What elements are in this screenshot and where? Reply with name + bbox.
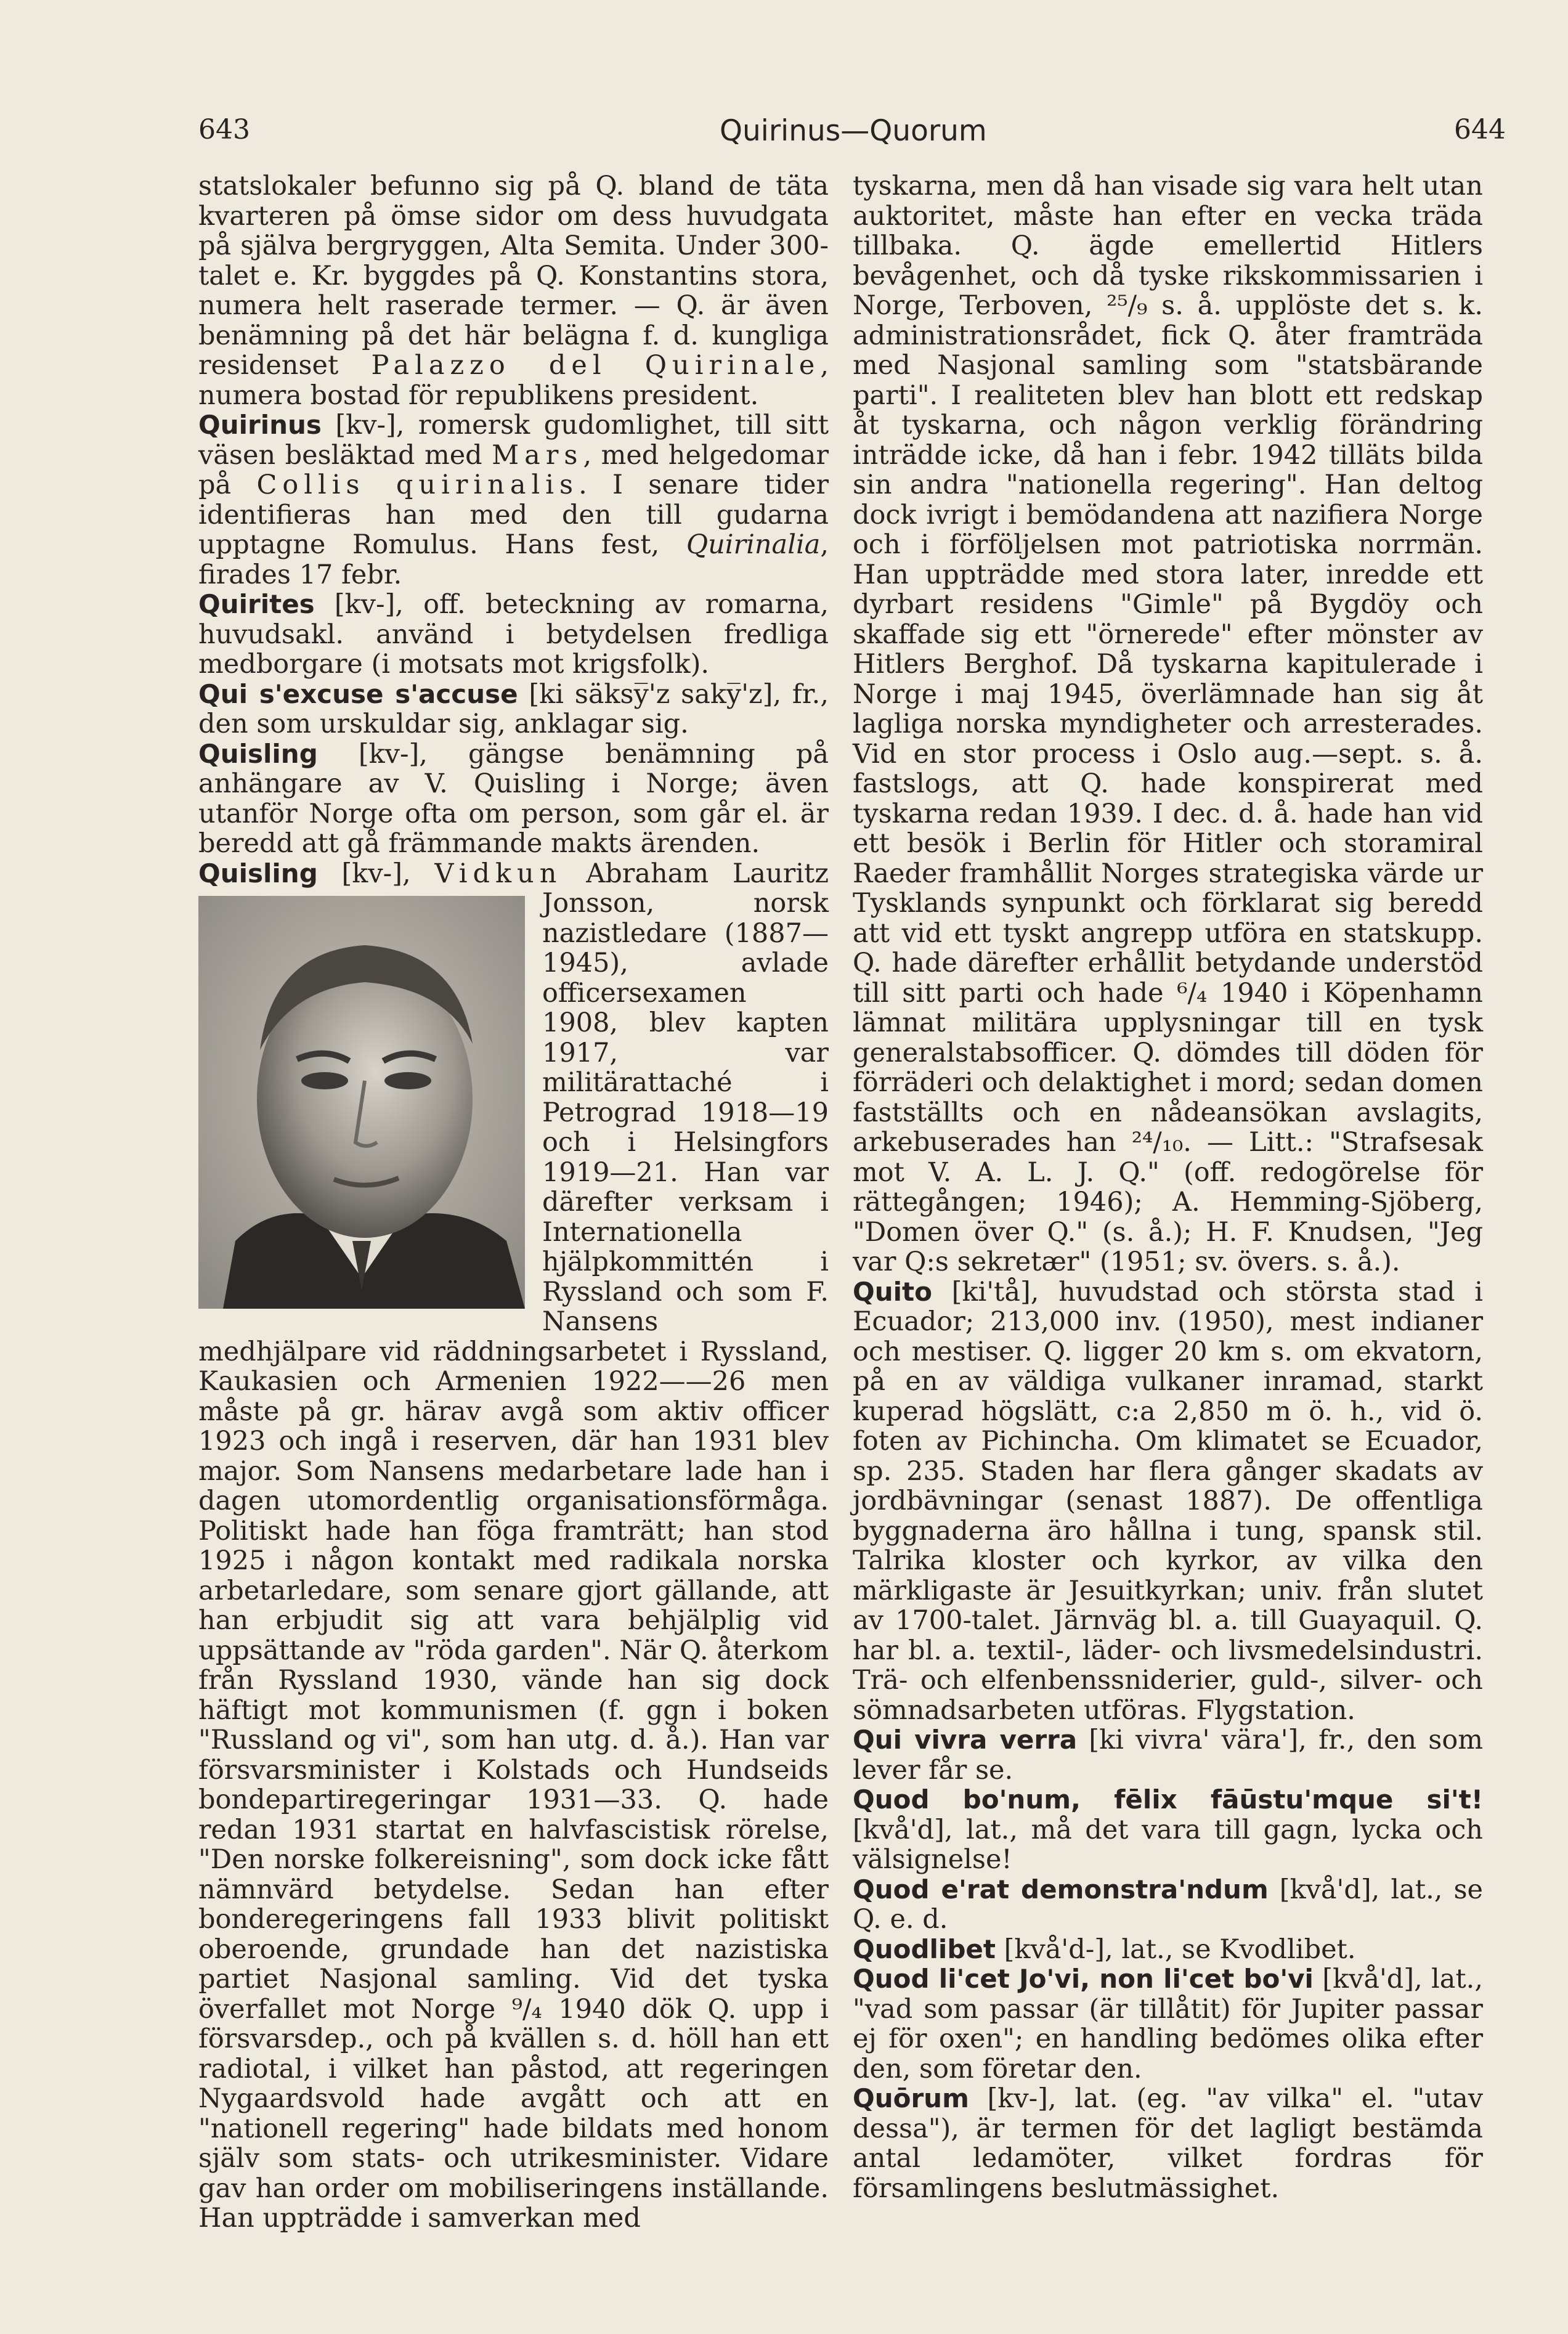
entry-continuation: statslokaler befunno sig på Q. bland de täta kvarteren på ömse sidor om dess huvudgata på själva bergryggen, Alta Semita. Under 300-talet e. Kr. byggdes på Q. Konstantins stora, numera helt raserade termer. — Q. är även benämning på det här belägna f. d. kungliga residenset Palazzo del Quirinale, numera bostad för republikens president.	[198, 171, 829, 411]
entry-continuation: tyskarna, men då han visade sig vara helt utan auktoritet, måste han efter en vecka träda tillbaka. Q. ägde emellertid Hitlers bevågenhet, och då tyske rikskommissarien i Norge, Terboven, ²⁵/₉ s. å. upplöste det s. k. administrationsrådet, fick Q. åter framträda med Nasjonal samling som "statsbärande parti". I realiteten blev han blott ett redskap åt tyskarna, och någon verklig förändring inträdde icke, då han i febr. 1942 tilläts bilda sin andra "nationella regering". Han deltog dock ivrigt i bemödandena att nazifiera Norge och i förföljelsen mot patriotiska norrmän. Han uppträdde med stora later, inredde ett dyrbart residens "Gimle" på Bygdöy och skaffade sig ett "örnerede" efter mönster av Hitlers Berghof. Då tyskarna kapitulerade i Norge i maj 1945, överlämnade han sig åt lagliga norska myndigheter och arresterades. Vid en stor process i Oslo aug.—sept. s. å. fastslogs, att Q. hade konspirerat med tyskarna redan 1939. I dec. d. å. hade han vid ett besök i Berlin för Hitler och storamiral Raeder framhållit Norges strategiska värde ur Tysklands synpunkt och förklarat sig beredd att vid ett tyskt angrepp utföra en statskupp. Q. hade därefter erhållit betydande understöd till sitt parti och hade ⁶/₄ 1940 i Köpenhamn lämnat militära upplysningar till en tysk generalstabsofficer. Q. dömdes till döden för förräderi och delaktighet i mord; sedan domen fastställts och en nådeansökan avslagits, arkebuserades han ²⁴/₁₀. — Litt.: "Strafsesak mot V. A. L. J. Q." (off. redogörelse för rättegången; 1946); A. Hemming-Sjöberg, "Domen över Q." (s. å.); H. F. Knudsen, "Jeg var Q:s sekretær" (1951; sv. övers. s. å.).	[853, 171, 1483, 1277]
running-title: Quirinus—Quorum	[720, 114, 987, 148]
entry-quito: Quito [ki'tå], huvudstad och största stad i Ecuador; 213,000 inv. (1950), mest indianer och mestiser. Q. ligger 20 km s. om ekvatorn, på en av väldiga vulkaner inramad, starkt kuperad högslätt, c:a 2,850 m ö. h., vid ö. foten av Pichincha. Om klimatet se Ecuador, sp. 235. Staden har flera gånger skadats av jordbävningar (senast 1887). De offentliga byggnaderna äro hållna i tung, spansk stil. Talrika kloster och kyrkor, av vilka den märkligaste är Jesuitkyrkan; univ. från slutet av 1700-talet. Järnväg bl. a. till Guayaquil. Q. har bl. a. textil-, läder- och livsmedelsindustri. Trä- och elfenbenssniderier, guld-, silver- och sömnadsarbeten utföras. Flygstation.	[853, 1276, 1483, 1726]
headword: Quodlibet	[853, 1933, 996, 1964]
headword: Quito	[853, 1276, 932, 1307]
entry-quisling-2: Quisling [kv-], Vidkun Abraham Lauritz Jonsson, norsk nazistledare (1887—1945), avlade officersexamen 1908, blev kapten 1917, var militärattaché i Petrograd 1918—19 och i Helsingfors 1919—21. Han var därefter verksam i Internationella hjälpkommittén i Ryssland och som F. Nansens medhjälpare vid räddningsarbetet i Ryssland, Kaukasien och Armenien 1922——26 men måste på gr. härav avgå som aktiv officer 1923 och ingå i reserven, där han 1931 blev major. Som Nansens medarbetare lade han i dagen utomordentlig organisationsförmåga. Politiskt hade han föga framträtt; han stod 1925 i någon kontakt med radikala norska arbetarledare, som senare gjort gällande, att han erbjudit sig att vara behjälplig vid uppsättande av "röda garden". När Q. återkom från Ryssland 1930, vände han sig dock häftigt mot kommunismen (f. ggn i boken "Russland og vi", som han utg. d. å.). Han var försvarsminister i Kolstads och Hundseids bondepartiregeringar 1931—33. Q. hade redan 1931 startat en halvfascistisk rörelse, "Den norske folkereisning", som dock icke fått nämnvärd betydelse. Sedan han efter bonderegeringens fall 1933 blivit politiskt oberoende, grundade han det nazistiska partiet Nasjonal samling. Vid det tyska överfallet mot Norge ⁹/₄ 1940 dök Q. upp i försvarsdep., och på kvällen s. d. höll han ett radiotal, i vilket han påstod, att regeringen Nygaardsvold hade avgått och att en "nationell regering" hade bildats med honom själv som stats- och utrikesminister. Vidare gav han order om mobiliseringens inställande. Han uppträdde i samverkan med	[198, 858, 829, 2234]
portrait-photo	[198, 896, 525, 1309]
entry-quod-licet: Quod li'cet Jo'vi, non li'cet bo'vi [kvå'd], lat., "vad som passar (är tillåtit) för Jupiter passar ej för oxen"; en handling bedömes olika efter den, som företar den.	[853, 1964, 1483, 2084]
headword: Quirites	[198, 589, 315, 619]
headword: Qui vivra verra	[853, 1725, 1078, 1755]
headword: Quod e'rat demonstra'ndum	[853, 1874, 1269, 1905]
right-column	[853, 171, 1484, 2204]
headword: Quod li'cet Jo'vi, non li'cet bo'vi	[853, 1964, 1314, 1994]
headword: Quisling	[198, 858, 318, 888]
left-column	[198, 171, 829, 2234]
entry-qui-vivra: Qui vivra verra [ki vivra' vära'], fr., den som lever får se.	[853, 1725, 1483, 1786]
italic-term: Quirinalia	[686, 529, 821, 560]
page-number-left: 643	[198, 114, 250, 145]
entry-quorum: Quōrum [kv-], lat. (eg. "av vilka" el. "utav dessa"), är termen för det lagligt bestämda antal ledamöter, vilket fordras för församlingens beslutmässighet.	[853, 2083, 1483, 2204]
entry-quodlibet: Quodlibet [kvå'd-], lat., se Kvodlibet.	[853, 1933, 1356, 1965]
headword: Quōrum	[853, 2083, 969, 2113]
headword: Qui s'excuse s'accuse	[198, 678, 518, 709]
entry-quod-bonum: Quod bo'num, fēlix fāūstu'mque si't! [kvå'd], lat., må det vara till gagn, lycka och välsignelse!	[853, 1784, 1483, 1875]
headword: Quirinus	[198, 410, 322, 440]
headword: Quod bo'num, fēlix fāūstu'mque si't!	[853, 1784, 1483, 1815]
entry-quisling-1: Quisling [kv-], gängse benämning på anhängare av V. Quisling i Norge; även utanför Norge ofta om person, som går el. är beredd att gå främmande makts ärenden.	[198, 738, 829, 859]
entry-qui-sexcuse: Qui s'excuse s'accuse [ki säksy̅'z saky̅'z], fr., den som urskuldar sig, anklagar sig.	[198, 678, 829, 739]
spaced-term: Collis quirinalis	[256, 470, 579, 500]
entry-quirites: Quirites [kv-], off. beteckning av romarna, huvudsakl. använd i betydelsen fredliga medborgare (i motsats mot krigsfolk).	[198, 589, 829, 680]
headword: Quisling	[198, 738, 318, 769]
entry-quod-erat: Quod e'rat demonstra'ndum [kvå'd], lat., se Q. e. d.	[853, 1874, 1484, 1935]
portrait-image	[198, 896, 525, 1309]
entry-quirinus: Quirinus [kv-], romersk gudomlighet, till sitt väsen besläktad med Mars, med helgedomar på Collis quirinalis. I senare tider identifieras han med den till gudarna upptagne Romulus. Hans fest, Quirinalia, firades 17 febr.	[198, 410, 829, 590]
spaced-term: Mars	[492, 439, 583, 471]
page-number-right: 644	[1454, 114, 1506, 145]
spaced-term: Vidkun	[434, 858, 563, 889]
spaced-term: Palazzo del Quirinale	[371, 350, 821, 381]
